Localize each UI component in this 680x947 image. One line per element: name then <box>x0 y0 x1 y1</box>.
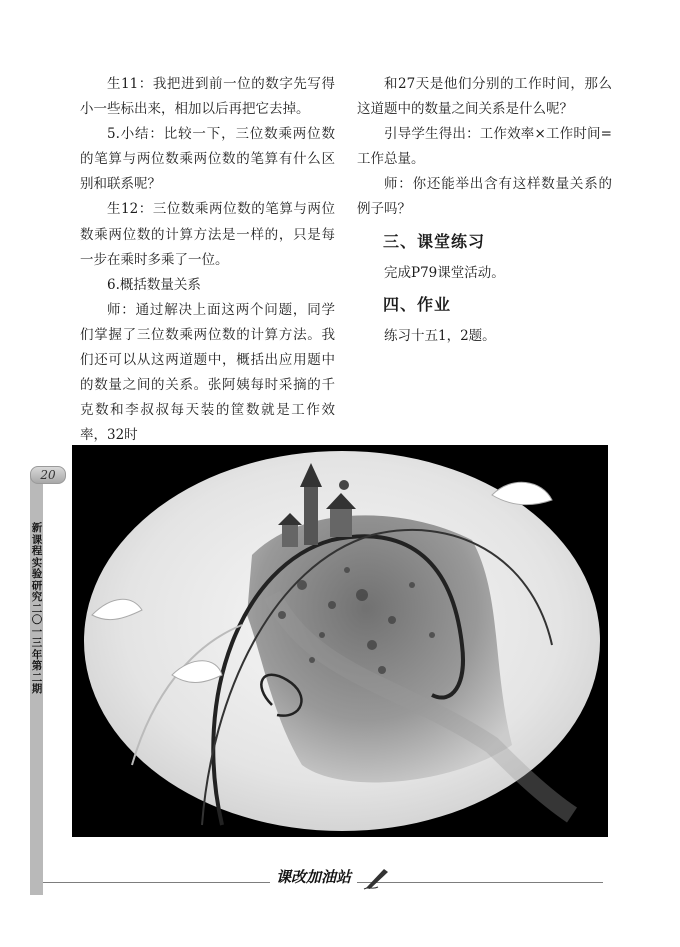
pen-icon <box>362 866 392 890</box>
section-heading-practice: 三、课堂练习 <box>383 231 486 251</box>
paragraph: 完成P79课堂活动。 <box>384 264 505 281</box>
paragraph: 师：你还能举出含有这样数量关系的例子吗？ <box>357 176 612 218</box>
footer-column-label: 课改加油站 <box>270 866 357 887</box>
left-column <box>80 72 335 448</box>
paragraph: 练习十五1，2题。 <box>384 327 496 344</box>
right-column <box>357 72 612 349</box>
paragraph: 引导学生得出：工作效率×工作时间=工作总量。 <box>357 126 612 168</box>
illustration-art <box>72 445 608 837</box>
page-number-badge <box>30 466 66 484</box>
paragraph: 5.小结：比较一下，三位数乘两位数的笔算与两位数乘两位数的笔算有什么区别和联系呢？ <box>80 126 335 193</box>
journal-title-vertical: 新课程实验研究 二〇一三年 第二期 <box>31 522 43 695</box>
page-number: 20 <box>40 468 56 482</box>
paragraph: 6.概括数量关系 <box>107 276 201 293</box>
paragraph: 和27天是他们分别的工作时间，那么这道题中的数量之间关系是什么呢？ <box>357 76 612 118</box>
section-heading-homework: 四、作业 <box>383 294 452 314</box>
watercolor-illustration <box>72 445 608 837</box>
paragraph: 生12：三位数乘两位数的笔算与两位数乘两位数的计算方法是一样的，只是每一步在乘时多乘了一位。 <box>80 201 335 268</box>
paragraph: 师：通过解决上面这两个问题，同学们掌握了三位数乘两位数的计算方法。我们还可以从这两道题中，概括出应用题中的数量之间的关系。张阿姨每时采摘的千克数和李叔叔每天装的筐数就是工作效率，32时 <box>80 301 335 444</box>
paragraph: 生11：我把进到前一位的数字先写得小一些标出来，相加以后再把它去掉。 <box>80 76 335 118</box>
